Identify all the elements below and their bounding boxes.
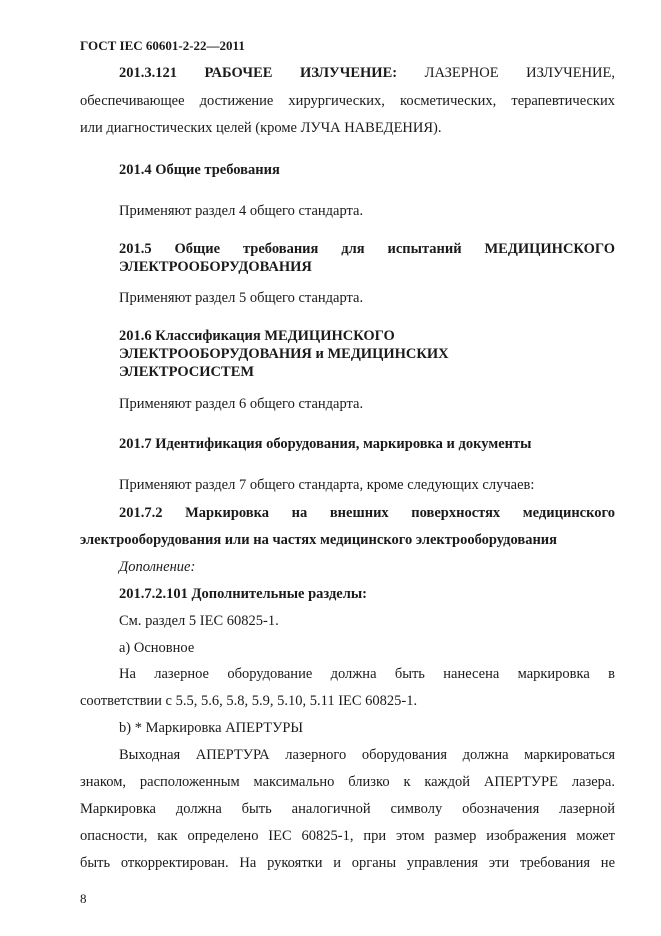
paragraph-201-3-121-line-2: обеспечивающее достижение хирургических, косметических, терапевтических <box>80 93 615 109</box>
section-201-7-heading: 201.7 Идентификация оборудования, маркировка и документы <box>119 436 532 452</box>
page-number: 8 <box>80 891 87 906</box>
section-201-4-heading: 201.4 Общие требования <box>119 162 280 178</box>
section-201-6-heading-line-1: 201.6 Классификация МЕДИЦИНСКОГО <box>119 328 395 344</box>
reference-text: См. раздел 5 IEC 60825-1. <box>119 613 279 629</box>
section-201-7-2-heading-line-1: 201.7.2 Маркировка на внешних поверхностях медицинского <box>119 505 615 521</box>
item-b-line-2: знаком, расположенным максимально близко к каждой АПЕРТУРЕ лазера. <box>80 774 615 790</box>
section-201-4-text: Применяют раздел 4 общего стандарта. <box>119 203 364 219</box>
addition-label: Дополнение: <box>119 559 196 575</box>
section-201-5-heading-line-2: ЭЛЕКТРООБОРУДОВАНИЯ <box>119 259 312 275</box>
section-201-5-text: Применяют раздел 5 общего стандарта. <box>119 290 364 306</box>
term-working-radiation: РАБОЧЕЕ ИЗЛУЧЕНИЕ: <box>204 65 398 81</box>
paragraph-201-3-121-line-3: или диагностических целей (кроме ЛУЧА НАВЕДЕНИЯ). <box>80 120 442 136</box>
section-201-7-2-101-heading: 201.7.2.101 Дополнительные разделы: <box>119 586 368 602</box>
document-header: ГОСТ IEC 60601-2-22—2011 <box>80 38 245 53</box>
section-201-7-text: Применяют раздел 7 общего стандарта, кроме следующих случаев: <box>119 477 535 493</box>
section-201-6-text: Применяют раздел 6 общего стандарта. <box>119 396 364 412</box>
term-definition-start: ЛАЗЕРНОЕ ИЗЛУЧЕНИЕ, <box>424 65 616 81</box>
section-201-5-heading-line-1: 201.5 Общие требования для испытаний МЕДИЦИНСКОГО <box>119 241 615 257</box>
item-b-line-1: Выходная АПЕРТУРА лазерного оборудования должна маркироваться <box>119 747 615 763</box>
item-b-line-4: опасности, как определено IEC 60825-1, при этом размер изображения может <box>80 828 615 844</box>
item-a-line-1: На лазерное оборудование должна быть нанесена маркировка в <box>119 666 615 682</box>
paragraph-201-3-121-line-1 <box>119 64 615 82</box>
section-201-6-heading-line-2: ЭЛЕКТРООБОРУДОВАНИЯ и МЕДИЦИНСКИХ <box>119 346 449 362</box>
item-b-line-5: быть откорректирован. На рукоятки и органы управления эти требования не <box>80 855 615 871</box>
section-201-6-heading-line-3: ЭЛЕКТРОСИСТЕМ <box>119 364 255 380</box>
clause-number: 201.3.121 <box>119 65 177 81</box>
item-a-label: а) Основное <box>119 640 195 656</box>
section-201-7-2-heading-line-2: электрооборудования или на частях медицинского электрооборудования <box>80 532 557 548</box>
item-b-line-3: Маркировка должна быть аналогичной символу обозначения лазерной <box>80 801 615 817</box>
item-a-line-2: соответствии с 5.5, 5.6, 5.8, 5.9, 5.10, 5.11 IEC 60825-1. <box>80 693 418 709</box>
item-b-label: b) * Маркировка АПЕРТУРЫ <box>119 720 304 736</box>
